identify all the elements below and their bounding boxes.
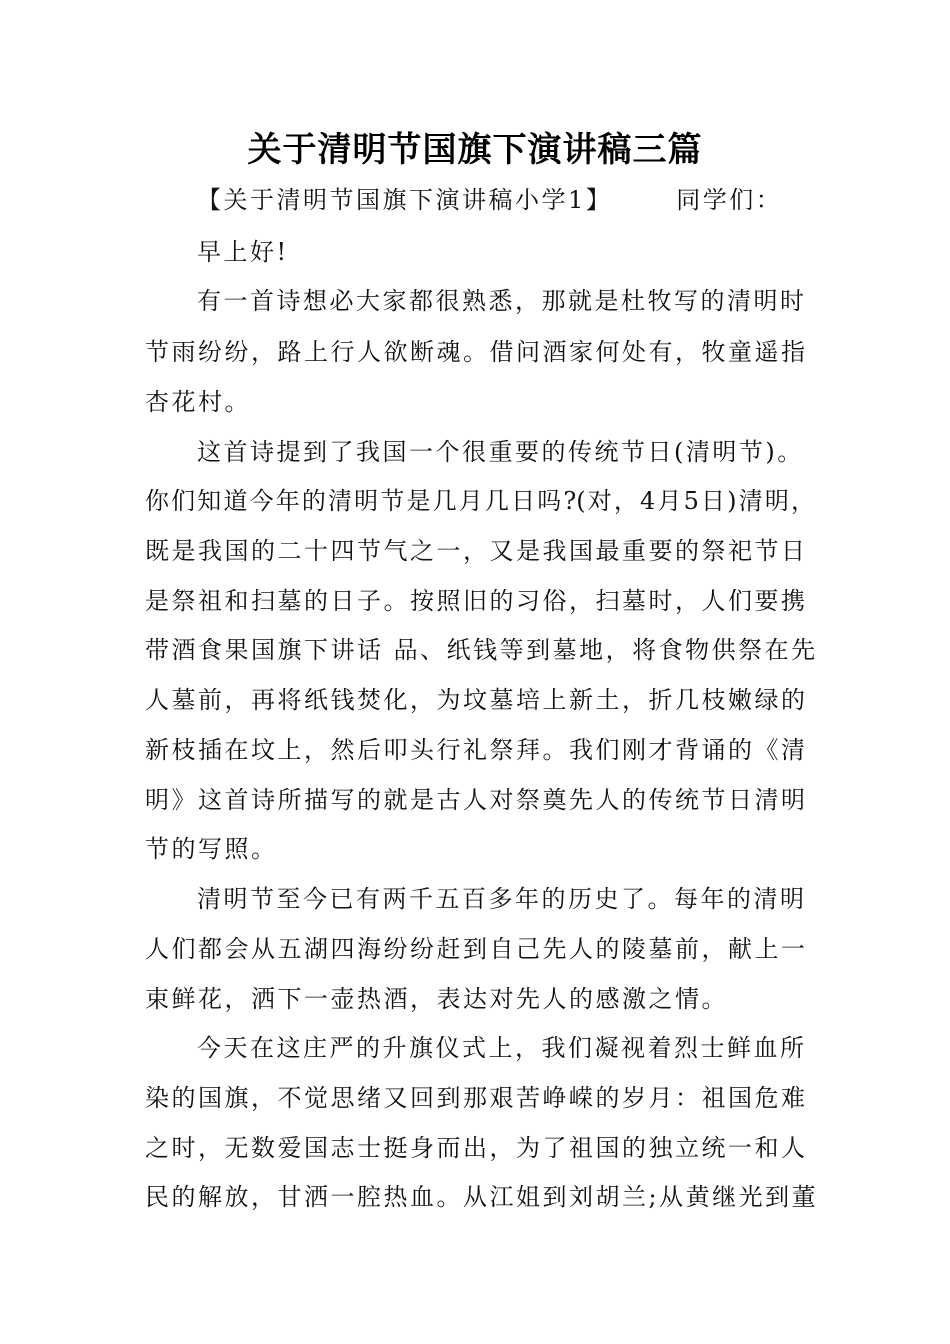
paragraph-line: 新枝插在坟上，然后叩头行礼祭拜。我们刚才背诵的《清 [145,736,808,764]
subheading-line [197,184,817,216]
paragraph-line: 是祭祖和扫墓的日子。按照旧的习俗，扫墓时，人们要携 [145,587,808,615]
paragraph-line: 染的国旗，不觉思绪又回到那艰苦峥嵘的岁月：祖国危难 [145,1084,808,1112]
paragraph-line: 明》这首诗所描写的就是古人对祭奠先人的传统节日清明 [145,786,808,814]
paragraph-line: 人墓前，再将纸钱焚化，为坟墓培上新土，折几枝嫩绿的 [145,686,808,714]
paragraph-line: 你们知道今年的清明节是几月几日吗?(对，4月5日)清明， [145,487,815,515]
paragraph-line: 人们都会从五湖四海纷纷赶到自己先人的陵墓前，献上一 [145,935,808,963]
paragraph-line: 既是我国的二十四节气之一，又是我国最重要的祭祀节日 [145,537,808,565]
salutation: 同学们： [676,186,783,214]
paragraph-line: 节雨纷纷，路上行人欲断魂。借问酒家何处有，牧童遥指 [145,338,808,366]
subheading: 【关于清明节国旗下演讲稿小学1】 [197,186,613,214]
paragraph-line: 这首诗提到了我国一个很重要的传统节日(清明节)。 [197,438,804,466]
document-title: 关于清明节国旗下演讲稿三篇 [247,130,703,170]
paragraph-line: 节的写照。 [145,835,278,863]
paragraph-line: 有一首诗想必大家都很熟悉，那就是杜牧写的清明时 [197,287,807,315]
paragraph-line: 束鲜花，洒下一壶热酒，表达对先人的感激之情。 [145,985,728,1013]
paragraph-line: 清明节至今已有两千五百多年的历史了。每年的清明 [197,885,807,913]
paragraph-line: 早上好! [197,238,289,266]
paragraph-line: 民的解放，甘洒一腔热血。从江姐到刘胡兰;从黄继光到董 [145,1183,819,1211]
paragraph-line: 杏花村。 [145,388,251,416]
paragraph-line: 带酒食果国旗下讲话 品、纸钱等到墓地，将食物供祭在先 [145,636,818,664]
paragraph-line: 之时，无数爱国志士挺身而出，为了祖国的独立统一和人 [145,1134,808,1162]
paragraph-line: 今天在这庄严的升旗仪式上，我们凝视着烈士鲜血所 [197,1034,807,1062]
